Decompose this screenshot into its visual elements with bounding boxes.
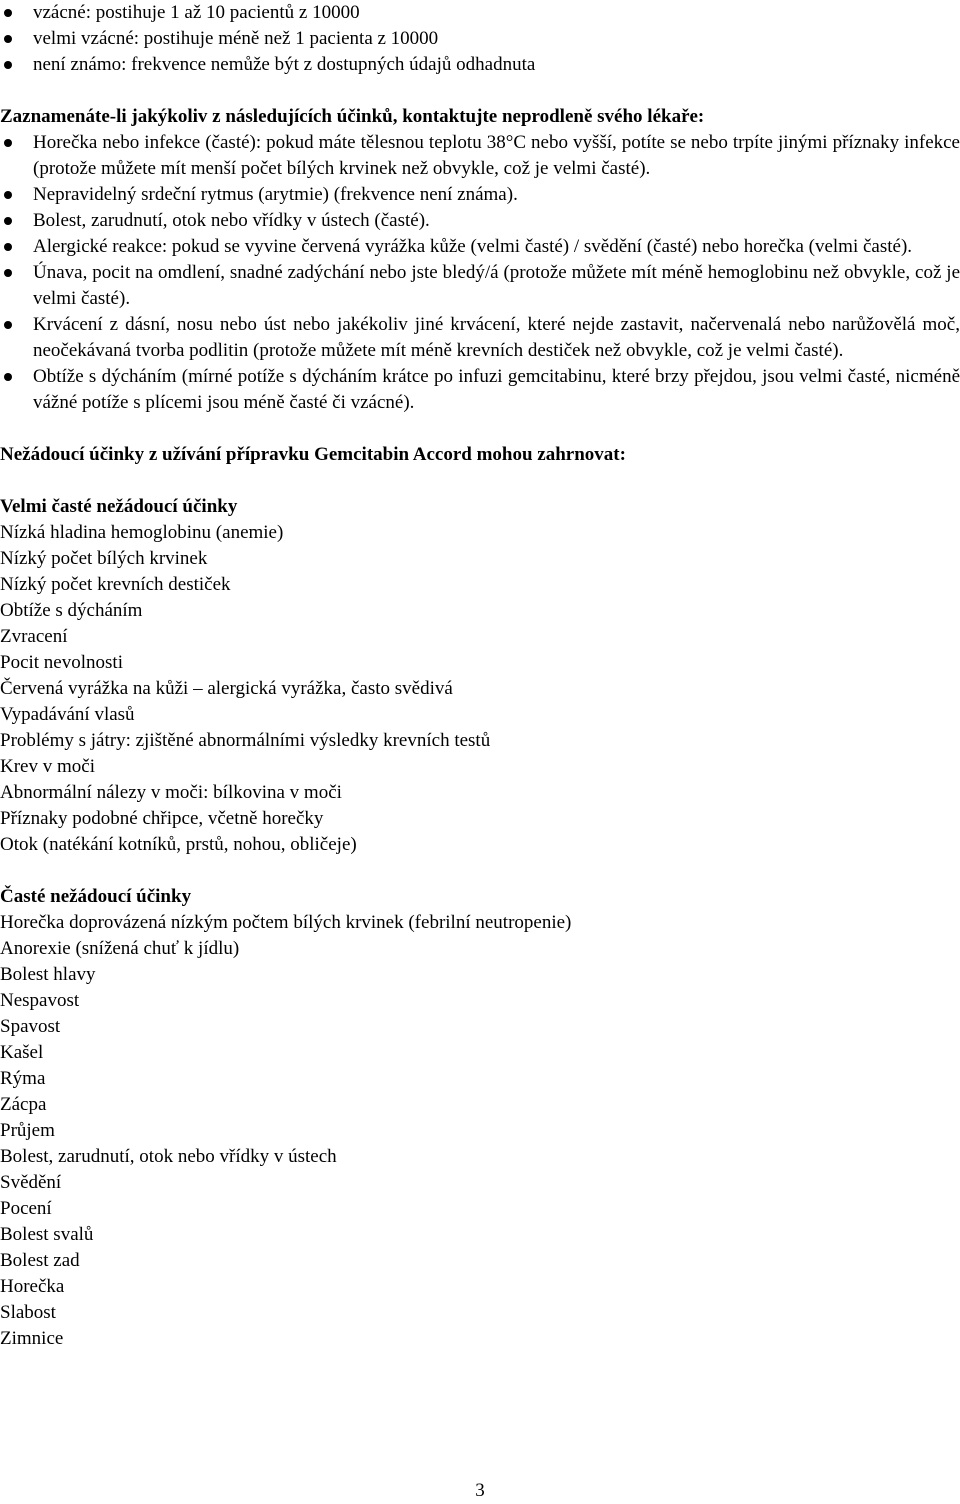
bullet-icon bbox=[4, 373, 12, 381]
list-item: Zácpa bbox=[0, 1094, 47, 1115]
contact-heading: Zaznamenáte-li jakýkoliv z následujících účinků, kontaktujte neprodleně svého lékaře: bbox=[0, 106, 705, 127]
list-item: Červená vyrážka na kůži – alergická vyrážka, často svědivá bbox=[0, 678, 453, 699]
list-item: Horečka doprovázená nízkým počtem bílých krvinek (febrilní neutropenie) bbox=[0, 912, 572, 933]
list-item: Nespavost bbox=[0, 990, 80, 1011]
bullet-icon bbox=[4, 321, 12, 329]
list-item: Anorexie (snížená chuť k jídlu) bbox=[0, 938, 240, 959]
effects-heading: Nežádoucí účinky z užívání přípravku Gemcitabin Accord mohou zahrnovat: bbox=[0, 444, 626, 465]
bullet-icon bbox=[4, 191, 12, 199]
list-item: Obtíže s dýcháním bbox=[0, 600, 143, 621]
bullet-icon bbox=[4, 9, 12, 17]
list-item: Únava, pocit na omdlení, snadné zadýchání nebo jste bledý/á (protože můžete mít méně hemoglobinu než obvykle, což je velmi časté). bbox=[0, 260, 960, 312]
list-item: Slabost bbox=[0, 1302, 56, 1323]
frequency-list bbox=[0, 0, 960, 78]
bullet-icon bbox=[4, 61, 12, 69]
page-number: 3 bbox=[475, 1480, 485, 1501]
list-item: Vypadávání vlasů bbox=[0, 704, 135, 725]
bullet-icon bbox=[4, 269, 12, 277]
list-item: Otok (natékání kotníků, prstů, nohou, obličeje) bbox=[0, 834, 357, 855]
list-item: Nízká hladina hemoglobinu (anemie) bbox=[0, 522, 284, 543]
common-title: Časté nežádoucí účinky bbox=[0, 886, 192, 907]
bullet-icon bbox=[4, 217, 12, 225]
bullet-icon bbox=[4, 139, 12, 147]
list-item: Pocení bbox=[0, 1198, 52, 1219]
list-item: Abnormální nálezy v moči: bílkovina v moči bbox=[0, 782, 342, 803]
list-item: Bolest svalů bbox=[0, 1224, 94, 1245]
list-item: Nízký počet bílých krvinek bbox=[0, 548, 208, 569]
contact-list bbox=[0, 130, 960, 416]
list-item: Svědění bbox=[0, 1172, 62, 1193]
list-item: Horečka nebo infekce (časté): pokud máte tělesnou teplotu 38°C nebo vyšší, potíte se nebo trpíte jinými příznaky infekce (protože můžete mít menší počet bílých krvinek než obvykle, což je velmi časté). bbox=[0, 130, 960, 182]
list-item: Problémy s játry: zjištěné abnormálními výsledky krevních testů bbox=[0, 730, 491, 751]
list-item: Nízký počet krevních destiček bbox=[0, 574, 231, 595]
list-item: Bolest hlavy bbox=[0, 964, 96, 985]
list-item: Kašel bbox=[0, 1042, 44, 1063]
very-common-title: Velmi časté nežádoucí účinky bbox=[0, 496, 238, 517]
list-item: Zvracení bbox=[0, 626, 68, 647]
list-item: Obtíže s dýcháním (mírné potíže s dýcháním krátce po infuzi gemcitabinu, které brzy přejdou, jsou velmi časté, nicméně vážné potíže s plícemi jsou méně časté či vzácné). bbox=[0, 364, 960, 416]
very-common-list bbox=[0, 520, 960, 858]
list-item: velmi vzácné: postihuje méně než 1 pacienta z 10000 bbox=[0, 26, 960, 52]
list-item: Bolest, zarudnutí, otok nebo vřídky v ústech (časté). bbox=[0, 208, 960, 234]
list-item: Příznaky podobné chřipce, včetně horečky bbox=[0, 808, 324, 829]
list-item: Průjem bbox=[0, 1120, 55, 1141]
list-item: Rýma bbox=[0, 1068, 46, 1089]
list-item: není známo: frekvence nemůže být z dostupných údajů odhadnuta bbox=[0, 52, 960, 78]
list-item: vzácné: postihuje 1 až 10 pacientů z 10000 bbox=[0, 0, 960, 26]
list-item: Alergické reakce: pokud se vyvine červená vyrážka kůže (velmi časté) / svědění (časté) nebo horečka (velmi časté). bbox=[0, 234, 960, 260]
list-item: Spavost bbox=[0, 1016, 61, 1037]
list-item: Horečka bbox=[0, 1276, 65, 1297]
bullet-icon bbox=[4, 35, 12, 43]
common-list bbox=[0, 910, 960, 1352]
list-item: Pocit nevolnosti bbox=[0, 652, 123, 673]
list-item: Krvácení z dásní, nosu nebo úst nebo jakékoliv jiné krvácení, které nejde zastavit, načervenalá nebo narůžovělá moč, neočekávaná tvorba podlitin (protože můžete mít méně krevních destiček než obvykle, což je velmi časté). bbox=[0, 312, 960, 364]
list-item: Bolest, zarudnutí, otok nebo vřídky v ústech bbox=[0, 1146, 337, 1167]
list-item: Bolest zad bbox=[0, 1250, 80, 1271]
bullet-icon bbox=[4, 243, 12, 251]
list-item: Zimnice bbox=[0, 1328, 64, 1349]
list-item: Krev v moči bbox=[0, 756, 95, 777]
list-item: Nepravidelný srdeční rytmus (arytmie) (frekvence není známa). bbox=[0, 182, 960, 208]
